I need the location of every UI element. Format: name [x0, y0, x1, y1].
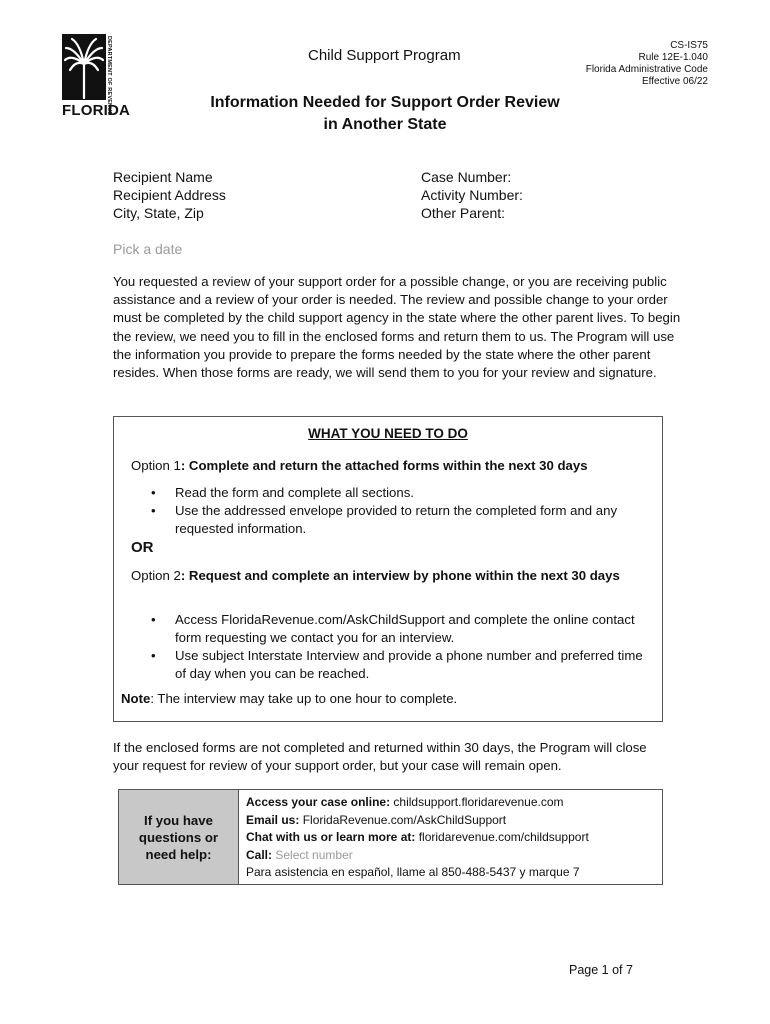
instructions-heading: WHAT YOU NEED TO DO: [308, 426, 468, 441]
access-online-label: Access your case online:: [246, 795, 391, 809]
access-online-link[interactable]: childsupport.floridarevenue.com: [390, 795, 564, 809]
page-title: [0, 92, 770, 136]
intro-paragraph: You requested a review of your support order for a possible change, or you are receiving public assistance and a review of your order is needed. The review and possible change to your order must be completed by the child support agency in the state where the other parent lives. To begin the review, we need you to fill in the enclosed forms and return them to us. The Program will use the information you provide to prepare the forms needed by the state where the other parent resides. When those forms are ready, we will send them to you for your review and signature.: [113, 274, 681, 381]
option-2-list: [151, 611, 651, 683]
call-number-select[interactable]: Select number: [275, 847, 353, 862]
florida-logo-text: FLORIDA: [62, 102, 131, 119]
case-info-block: [421, 168, 523, 222]
form-rule: Rule 12E-1.040: [638, 52, 708, 63]
list-item: • Use the addressed envelope provided to return the completed form and any requested information.: [151, 502, 651, 538]
form-effective-date: Effective 06/22: [642, 76, 708, 87]
closing-paragraph: If the enclosed forms are not completed and returned within 30 days, the Program will close your request for review of your support order, but your case will remain open.: [113, 740, 647, 773]
email-label: Email us:: [246, 812, 300, 827]
program-name: Child Support Program: [308, 47, 461, 64]
recipient-block: [113, 168, 226, 222]
chat-label: Chat with us or learn more at:: [246, 830, 416, 844]
form-code-source: Florida Administrative Code: [585, 64, 708, 75]
list-item: • Read the form and complete all sections.: [151, 484, 651, 502]
other-parent-label: Other Parent:: [421, 205, 506, 221]
email-link[interactable]: FloridaRevenue.com/AskChildSupport: [299, 812, 507, 827]
option-1: [131, 457, 588, 475]
instructions-box: [113, 416, 663, 722]
recipient-name: Recipient Name: [113, 169, 213, 185]
or-divider: OR: [131, 539, 154, 556]
recipient-address: Recipient Address: [113, 187, 226, 203]
list-item: • Use subject Interstate Interview and provide a phone number and preferred time of day when you can be reached.: [151, 647, 651, 683]
option-1-label: Option 1: [131, 458, 181, 473]
option-2-text: : Request and complete an interview by phone within the next 30 days: [180, 568, 620, 583]
note-label: Note: [121, 691, 151, 706]
chat-row: [246, 829, 589, 847]
help-label: If you have questions or need help:: [119, 790, 239, 884]
spanish-assistance: Para asistencia en español, llame al 850-488-5437 y marque 7: [246, 865, 580, 879]
title-line-1: Information Needed for Support Order Review: [210, 94, 560, 111]
chat-link[interactable]: floridarevenue.com/childsupport: [415, 830, 589, 844]
call-row: [246, 847, 589, 865]
option-1-list: [151, 484, 651, 538]
help-contacts: [239, 790, 596, 884]
note-text: : The interview may take up to one hour to complete.: [150, 691, 458, 706]
option-2: [131, 567, 631, 585]
title-line-2: in Another State: [323, 116, 447, 133]
option-2-label: Option 2: [131, 568, 181, 583]
activity-number-label: Activity Number:: [421, 187, 523, 203]
call-label: Call:: [246, 847, 273, 862]
date-picker-field[interactable]: Pick a date: [113, 241, 183, 257]
help-box: [118, 789, 663, 885]
case-number-label: Case Number:: [421, 169, 512, 185]
page-number: Page 1 of 7: [569, 963, 633, 977]
department-label: DEPARTMENT OF REVENUE: [106, 36, 112, 116]
form-number: CS-IS75: [670, 40, 708, 51]
list-item: • Access FloridaRevenue.com/AskChildSupport and complete the online contact form requesting we contact you for an interview.: [151, 611, 651, 647]
interview-note: [121, 691, 457, 706]
option-1-text: : Complete and return the attached forms within the next 30 days: [180, 458, 588, 473]
form-code: [586, 40, 708, 88]
access-online-row: [246, 794, 589, 812]
email-row: [246, 812, 589, 830]
recipient-city: City, State, Zip: [113, 205, 204, 221]
